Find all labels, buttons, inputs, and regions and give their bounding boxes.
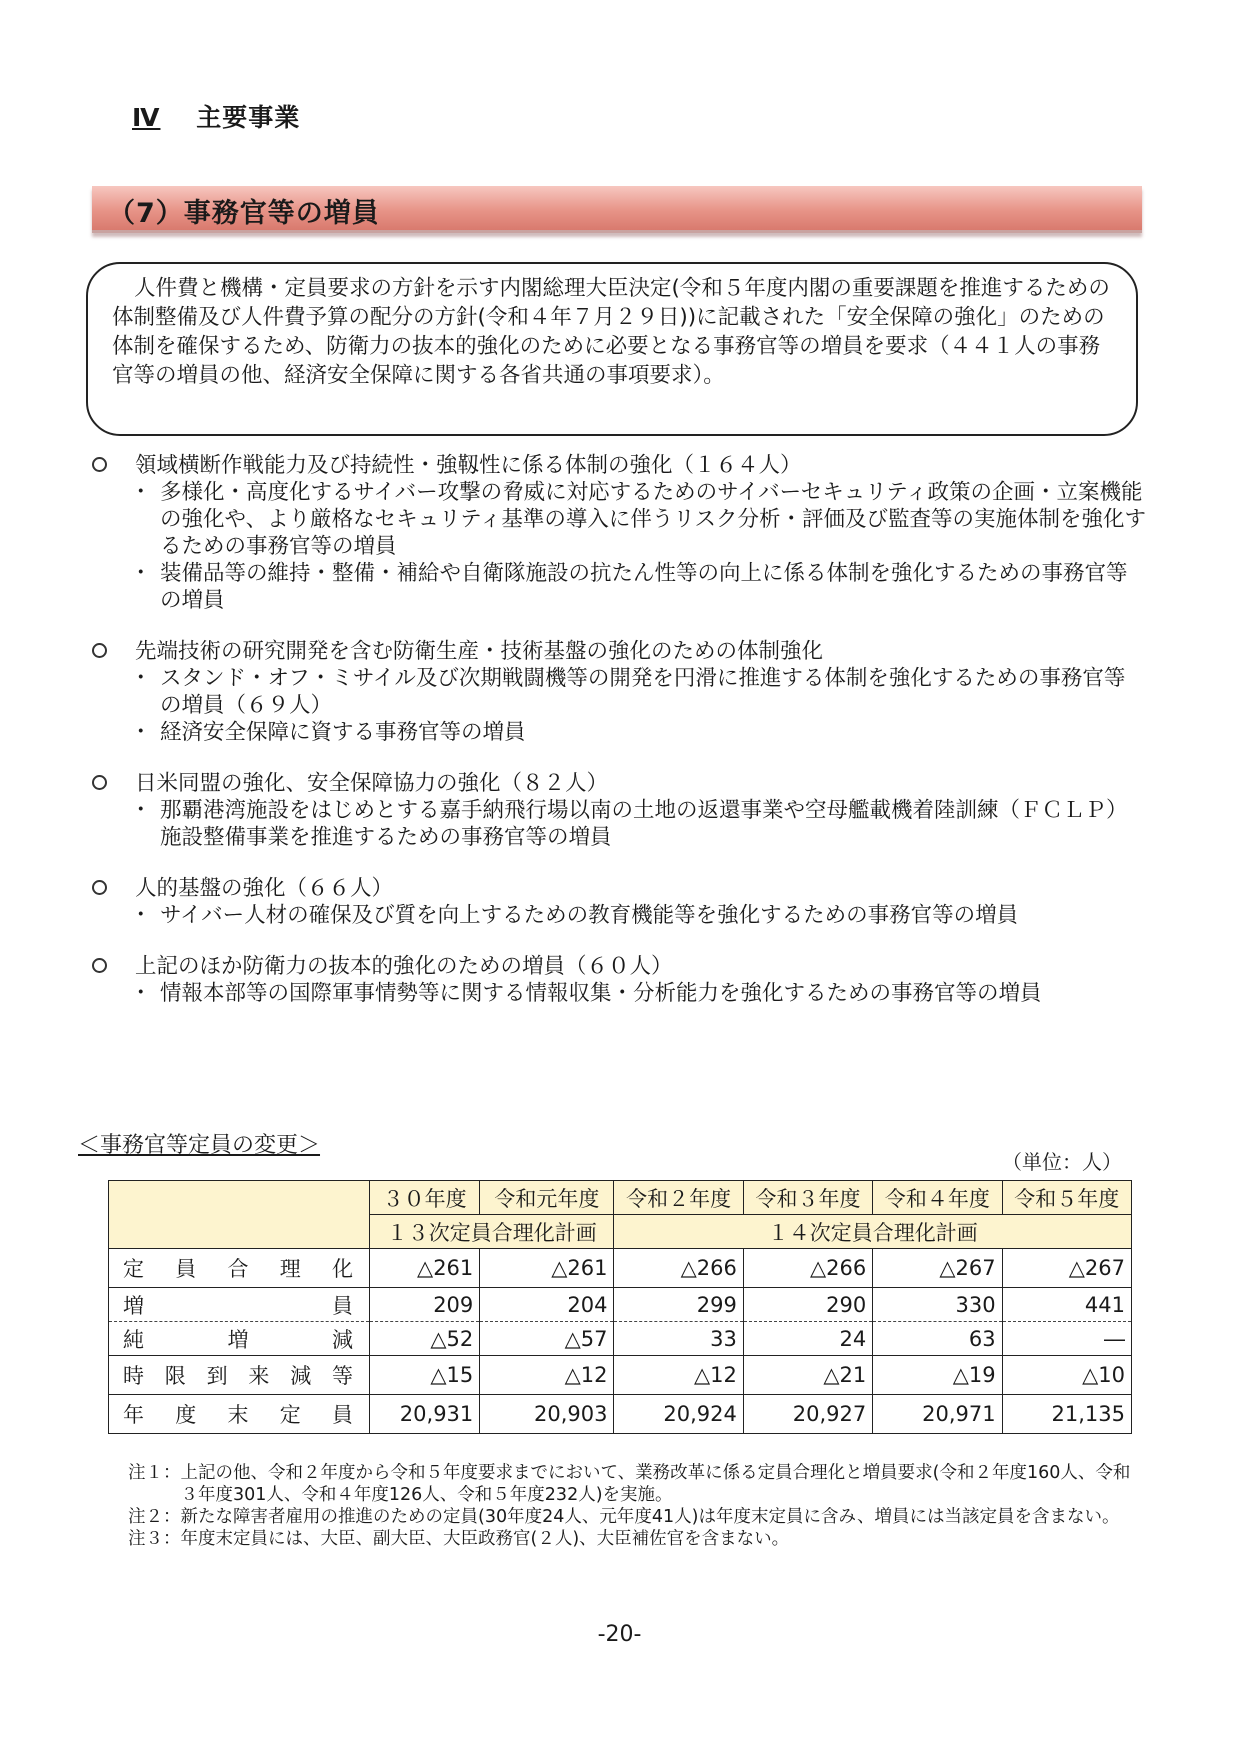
sub-item xyxy=(120,560,1146,614)
circle-bullet-icon xyxy=(92,643,107,658)
page-number: -20- xyxy=(597,1622,642,1647)
table-cell: △266 xyxy=(743,1249,872,1288)
table-row xyxy=(109,1356,1132,1395)
summary-text: 人件費と機構・定員要求の方針を示す内閣総理大臣決定(令和５年度内閣の重要課題を推進するための体制整備及び人件費予算の配分の方針(令和４年７月２９日))に記載された「安全保障の強化」のための体制を確保するため、防衛力の抜本的強化のために必要となる事務官等の増員を要求（４４１人の事務官等の増員の他、経済安全保障に関する各省共通の事項要求）。 xyxy=(112,276,1110,388)
plan-14-header: １４次定員合理化計画 xyxy=(614,1215,1132,1249)
sub-item xyxy=(120,719,1146,746)
row-label: 年度末定員 xyxy=(109,1395,370,1434)
column-header: 令和２年度 xyxy=(614,1181,743,1215)
item-heading: 先端技術の研究開発を含む防衛生産・技術基盤の強化のための体制強化 xyxy=(135,639,824,664)
row-label: 増員 xyxy=(109,1288,370,1322)
item-heading: 人的基盤の強化（６６人） xyxy=(135,876,394,901)
sub-item xyxy=(120,797,1146,851)
table-cell: △12 xyxy=(614,1356,743,1395)
column-header: 令和５年度 xyxy=(1002,1181,1131,1215)
table-cell: 290 xyxy=(743,1288,872,1322)
table-cell: 63 xyxy=(873,1322,1002,1356)
sub-item-text: サイバー人材の確保及び質を向上するための教育機能等を強化するための事務官等の増員 xyxy=(160,903,1019,928)
section-banner xyxy=(92,186,1142,233)
note-label: 注３： xyxy=(128,1529,181,1549)
note-text: 新たな障害者雇用の推進のための定員(30年度24人、元年度41人)は年度末定員に含み、増員には当該定員を含まない。 xyxy=(180,1507,1120,1527)
row-label: 時限到来減等 xyxy=(109,1356,370,1395)
note-label: 注２： xyxy=(128,1507,181,1527)
sub-item-text: 経済安全保障に資する事務官等の増員 xyxy=(160,720,526,745)
table-corner-cell xyxy=(109,1181,370,1249)
table-row xyxy=(109,1322,1132,1356)
dot-bullet-icon: ・ xyxy=(130,666,152,691)
note xyxy=(128,1462,1138,1506)
column-header: 令和元年度 xyxy=(480,1181,614,1215)
note xyxy=(128,1528,1138,1550)
sub-item-text: スタンド・オフ・ミサイル及び次期戦闘機等の開発を円滑に推進する体制を強化するための事務官等の増員（６９人） xyxy=(160,666,1126,718)
list-item xyxy=(86,452,1146,614)
item-list xyxy=(86,452,1146,1031)
item-heading: 日米同盟の強化、安全保障協力の強化（８２人） xyxy=(135,771,609,796)
sub-item-text: 情報本部等の国際軍事情勢等に関する情報収集・分析能力を強化するための事務官等の増員 xyxy=(160,981,1042,1006)
dot-bullet-icon: ・ xyxy=(130,798,152,823)
table-row xyxy=(109,1288,1132,1322)
table-cell: △52 xyxy=(370,1322,480,1356)
summary-box xyxy=(86,262,1138,436)
table-cell: 20,971 xyxy=(873,1395,1002,1434)
circle-bullet-icon xyxy=(92,457,107,472)
note-text: 上記の他、令和２年度から令和５年度要求までにおいて、業務改革に係る定員合理化と増員要求(令和２年度160人、令和３年度301人、令和４年度126人、令和５年度232人)を実施。 xyxy=(180,1463,1131,1505)
table-cell: 33 xyxy=(614,1322,743,1356)
dot-bullet-icon: ・ xyxy=(130,561,152,586)
section-title: （7）事務官等の増員 xyxy=(108,198,380,229)
table-cell: △267 xyxy=(1002,1249,1131,1288)
table-row xyxy=(109,1249,1132,1288)
table-cell: △267 xyxy=(873,1249,1002,1288)
table-cell: 24 xyxy=(743,1322,872,1356)
chapter-title: 主要事業 xyxy=(196,103,301,132)
table-cell: △266 xyxy=(614,1249,743,1288)
dot-bullet-icon: ・ xyxy=(130,981,152,1006)
column-header: 令和３年度 xyxy=(743,1181,872,1215)
staff-quota-table xyxy=(108,1180,1132,1434)
sub-item-text: 多様化・高度化するサイバー攻撃の脅威に対応するためのサイバーセキュリティ政策の企画・立案機能の強化や、より厳格なセキュリティ基準の導入に伴うリスク分析・評価及び監査等の実施体制を強化するための事務官等の増員 xyxy=(160,480,1146,559)
list-item xyxy=(86,875,1146,929)
table-cell: △261 xyxy=(370,1249,480,1288)
dot-bullet-icon: ・ xyxy=(130,903,152,928)
table-header-row xyxy=(109,1181,1132,1215)
note-text: 年度末定員には、大臣、副大臣、大臣政務官(２人)、大臣補佐官を含まない。 xyxy=(180,1529,790,1549)
dot-bullet-icon: ・ xyxy=(130,720,152,745)
chapter-number: Ⅳ xyxy=(132,103,161,132)
notes xyxy=(128,1462,1138,1550)
table-cell: △10 xyxy=(1002,1356,1131,1395)
table-cell: △21 xyxy=(743,1356,872,1395)
row-label: 定員合理化 xyxy=(109,1249,370,1288)
table-cell: 20,927 xyxy=(743,1395,872,1434)
table-row xyxy=(109,1395,1132,1434)
note xyxy=(128,1506,1138,1528)
circle-bullet-icon xyxy=(92,775,107,790)
table-cell: 441 xyxy=(1002,1288,1131,1322)
table-title: ＜事務官等定員の変更＞ xyxy=(78,1133,321,1158)
sub-item xyxy=(120,902,1146,929)
sub-item-text: 那覇港湾施設をはじめとする嘉手納飛行場以南の土地の返還事業や空母艦載機着陸訓練（ＦＣＬＰ）施設整備事業を推進するための事務官等の増員 xyxy=(160,798,1128,850)
table-cell: 330 xyxy=(873,1288,1002,1322)
table-cell: 21,135 xyxy=(1002,1395,1131,1434)
table-cell: △15 xyxy=(370,1356,480,1395)
item-heading: 領域横断作戦能力及び持続性・強靱性に係る体制の強化（１６４人） xyxy=(135,453,802,478)
note-label: 注１： xyxy=(128,1463,181,1483)
table-cell: 204 xyxy=(480,1288,614,1322)
row-label: 純増減 xyxy=(109,1322,370,1356)
sub-item xyxy=(120,665,1146,719)
plan-13-header: １３次定員合理化計画 xyxy=(370,1215,614,1249)
chapter-heading xyxy=(132,98,300,134)
list-item xyxy=(86,770,1146,851)
sub-item-text: 装備品等の維持・整備・補給や自衛隊施設の抗たん性等の向上に係る体制を強化するための事務官等の増員 xyxy=(160,561,1128,613)
list-item xyxy=(86,638,1146,746)
table-cell: 299 xyxy=(614,1288,743,1322)
dot-bullet-icon: ・ xyxy=(130,480,152,505)
table-cell: 20,903 xyxy=(480,1395,614,1434)
table-cell: △261 xyxy=(480,1249,614,1288)
circle-bullet-icon xyxy=(92,958,107,973)
column-header: 令和４年度 xyxy=(873,1181,1002,1215)
sub-item xyxy=(120,980,1146,1007)
circle-bullet-icon xyxy=(92,880,107,895)
column-header: ３０年度 xyxy=(370,1181,480,1215)
table-cell: △19 xyxy=(873,1356,1002,1395)
table-cell: 20,931 xyxy=(370,1395,480,1434)
list-item xyxy=(86,953,1146,1007)
table-unit: （単位：人） xyxy=(1002,1150,1122,1174)
table-cell: ― xyxy=(1002,1322,1131,1356)
table-cell: △12 xyxy=(480,1356,614,1395)
item-heading: 上記のほか防衛力の抜本的強化のための増員（６０人） xyxy=(135,954,673,979)
table-cell: 209 xyxy=(370,1288,480,1322)
table-cell: △57 xyxy=(480,1322,614,1356)
table-cell: 20,924 xyxy=(614,1395,743,1434)
sub-item xyxy=(120,479,1146,560)
